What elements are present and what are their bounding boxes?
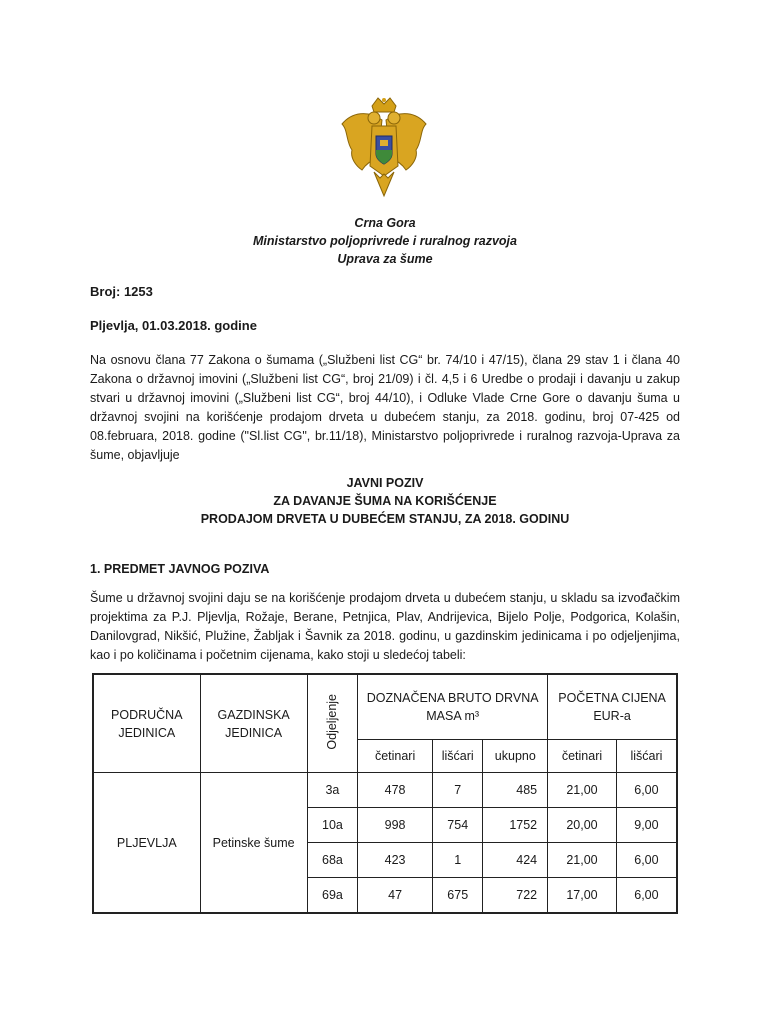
header-country: Crna Gora [354, 216, 416, 230]
section-heading: 1. PREDMET JAVNOG POZIVA [90, 562, 270, 576]
cell-liscari: 754 [432, 808, 483, 843]
header-cetinari: četinari [358, 740, 433, 773]
cell-odjeljenje: 68a [307, 843, 358, 878]
cell-cetinari: 478 [358, 773, 433, 808]
table-row [93, 773, 677, 808]
header-text: JEDINICA [225, 725, 283, 740]
section-paragraph: Šume u državnoj svojini daju se na korišćenje prodajom drveta u dubećem stanju, u skladu sa izvođačkim projektima za P.J. Pljevlja, Rožaje, Berane, Petnjica, Plav, Andrijevica, Bijelo Polje, Podgorica, Kolašin, Danilovgrad, Nikšić, Plužine, Žabljak i Šavnik za 2018. godinu, u gazdinskim jedinicama i po odjeljenjima, kao i po količinama i početnim cijenama, kako stoji u sledećoj tabeli: [90, 591, 680, 662]
document-number: Broj: 1253 [90, 284, 153, 299]
header-text: POČETNA CIJENA [558, 691, 666, 705]
title-line-2: ZA DAVANJE ŠUMA NA KORIŠĆENJE [273, 494, 497, 508]
cell-ukupno: 722 [483, 878, 548, 914]
cell-cijena-cetinari: 20,00 [548, 808, 617, 843]
header-masa [358, 674, 548, 740]
header-text: JEDINICA [118, 725, 176, 740]
cell-podrucna-jedinica: PLJEVLJA [93, 773, 200, 914]
cell-cetinari: 998 [358, 808, 433, 843]
cell-ukupno: 1752 [483, 808, 548, 843]
header-gazdinska-jedinica [200, 674, 307, 773]
cell-odjeljenje: 10a [307, 808, 358, 843]
header-ukupno: ukupno [483, 740, 548, 773]
cell-cijena-liscari: 9,00 [616, 808, 677, 843]
cell-cetinari: 47 [358, 878, 433, 914]
place-date: Pljevlja, 01.03.2018. godine [90, 318, 257, 333]
cell-liscari: 675 [432, 878, 483, 914]
auction-table [92, 673, 678, 914]
cell-cijena-liscari: 6,00 [616, 773, 677, 808]
title-line-1: JAVNI POZIV [346, 476, 424, 490]
cell-cetinari: 423 [358, 843, 433, 878]
cell-cijena-cetinari: 21,00 [548, 843, 617, 878]
cell-liscari: 7 [432, 773, 483, 808]
header-text: PODRUČNA [111, 707, 183, 722]
header-ministry: Ministarstvo poljoprivrede i ruralnog razvoja [253, 234, 517, 248]
header-agency: Uprava za šume [337, 252, 433, 266]
cell-cijena-liscari: 6,00 [616, 878, 677, 914]
header-text: Odjeljenje [325, 694, 340, 750]
cell-gazdinska-jedinica: Petinske šume [200, 773, 307, 914]
header-text: GAZDINSKA [217, 707, 290, 722]
cell-cijena-cetinari: 17,00 [548, 878, 617, 914]
title-line-3: PRODAJOM DRVETA U DUBEĆEM STANJU, ZA 2018. GODINU [200, 512, 570, 526]
cell-ukupno: 485 [483, 773, 548, 808]
header-cijena [548, 674, 677, 740]
header-text: EUR-a [593, 709, 631, 723]
header-podrucna-jedinica [93, 674, 200, 773]
document-title [0, 474, 770, 528]
intro-paragraph: Na osnovu člana 77 Zakona o šumama („Službeni list CG“ br. 74/10 i 47/15), člana 29 stav 1 i člana 40 Zakona o državnoj imovini („Službeni list CG“, broj 21/09) i čl. 4,5 i 6 Uredbe o prodaji i davanju u zakup stvari u državnoj imovini („Službeni list CG“, broj 44/10), i Odluke Vlade Crne Gore o davanju šuma u državnoj svojini na korišćenje prodajom drveta u dubećem stanju, za 2018. godinu, broj 07-425 od 08.februara, 2018. godine ("Sl.list CG", br.11/18), Ministarstvo poljoprivrede i ruralnog razvoja-Uprava za šume, objavljuje [90, 353, 680, 462]
issuer-header [0, 214, 770, 268]
cell-liscari: 1 [432, 843, 483, 878]
header-text: DOZNAČENA BRUTO DRVNA [366, 691, 539, 705]
header-text: MASA m³ [426, 709, 480, 723]
cell-ukupno: 424 [483, 843, 548, 878]
cell-cijena-liscari: 6,00 [616, 843, 677, 878]
cell-odjeljenje: 3a [307, 773, 358, 808]
header-odjeljenje [307, 674, 358, 773]
header-cijena-liscari: lišćari [616, 740, 677, 773]
cell-odjeljenje: 69a [307, 878, 358, 914]
header-cijena-cetinari: četinari [548, 740, 617, 773]
cell-cijena-cetinari: 21,00 [548, 773, 617, 808]
coat-of-arms-icon [338, 96, 430, 206]
header-liscari: lišćari [432, 740, 483, 773]
